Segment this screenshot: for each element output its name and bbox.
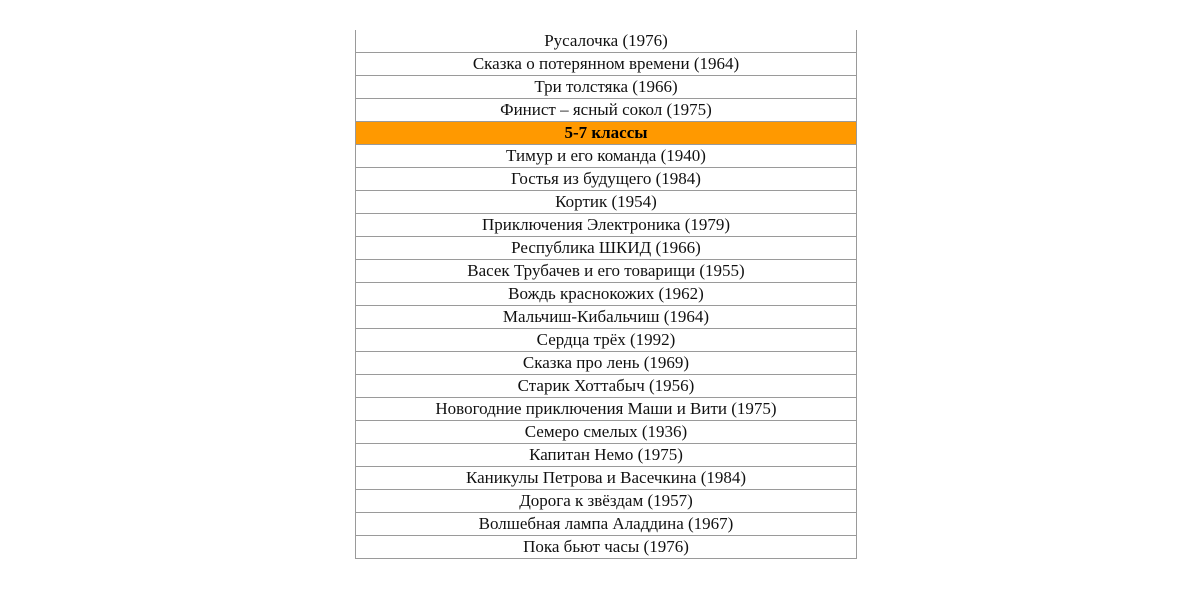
- film-title: Семеро смелых (1936): [356, 421, 857, 444]
- film-title: Дорога к звёздам (1957): [356, 490, 857, 513]
- film-title: Капитан Немо (1975): [356, 444, 857, 467]
- film-row: [356, 191, 857, 214]
- film-title: Сердца трёх (1992): [356, 329, 857, 352]
- film-row: [356, 30, 857, 53]
- film-title: Русалочка (1976): [356, 30, 857, 53]
- film-row: [356, 168, 857, 191]
- film-title: Волшебная лампа Аладдина (1967): [356, 513, 857, 536]
- film-title: Финист – ясный сокол (1975): [356, 99, 857, 122]
- film-title: Пока бьют часы (1976): [356, 536, 857, 559]
- film-row: [356, 260, 857, 283]
- film-list-table: [355, 30, 857, 559]
- film-row: [356, 467, 857, 490]
- film-title: Сказка про лень (1969): [356, 352, 857, 375]
- film-row: [356, 145, 857, 168]
- film-row: [356, 214, 857, 237]
- film-row: [356, 99, 857, 122]
- film-title: Новогодние приключения Маши и Вити (1975): [356, 398, 857, 421]
- film-title: Васек Трубачев и его товарищи (1955): [356, 260, 857, 283]
- film-row: [356, 513, 857, 536]
- section-header-label: 5-7 классы: [356, 122, 857, 145]
- section-header-row: [356, 122, 857, 145]
- film-title: Республика ШКИД (1966): [356, 237, 857, 260]
- film-title: Старик Хоттабыч (1956): [356, 375, 857, 398]
- film-row: [356, 76, 857, 99]
- film-title: Мальчиш-Кибальчиш (1964): [356, 306, 857, 329]
- film-row: [356, 375, 857, 398]
- film-row: [356, 283, 857, 306]
- film-title: Каникулы Петрова и Васечкина (1984): [356, 467, 857, 490]
- film-row: [356, 306, 857, 329]
- film-row: [356, 237, 857, 260]
- film-row: [356, 398, 857, 421]
- film-title: Сказка о потерянном времени (1964): [356, 53, 857, 76]
- film-row: [356, 352, 857, 375]
- film-row: [356, 421, 857, 444]
- film-row: [356, 536, 857, 559]
- film-title: Приключения Электроника (1979): [356, 214, 857, 237]
- film-title: Гостья из будущего (1984): [356, 168, 857, 191]
- film-title: Кортик (1954): [356, 191, 857, 214]
- film-row: [356, 53, 857, 76]
- film-list-body: [356, 30, 857, 559]
- film-row: [356, 329, 857, 352]
- film-title: Тимур и его команда (1940): [356, 145, 857, 168]
- film-title: Три толстяка (1966): [356, 76, 857, 99]
- film-title: Вождь краснокожих (1962): [356, 283, 857, 306]
- film-row: [356, 490, 857, 513]
- film-row: [356, 444, 857, 467]
